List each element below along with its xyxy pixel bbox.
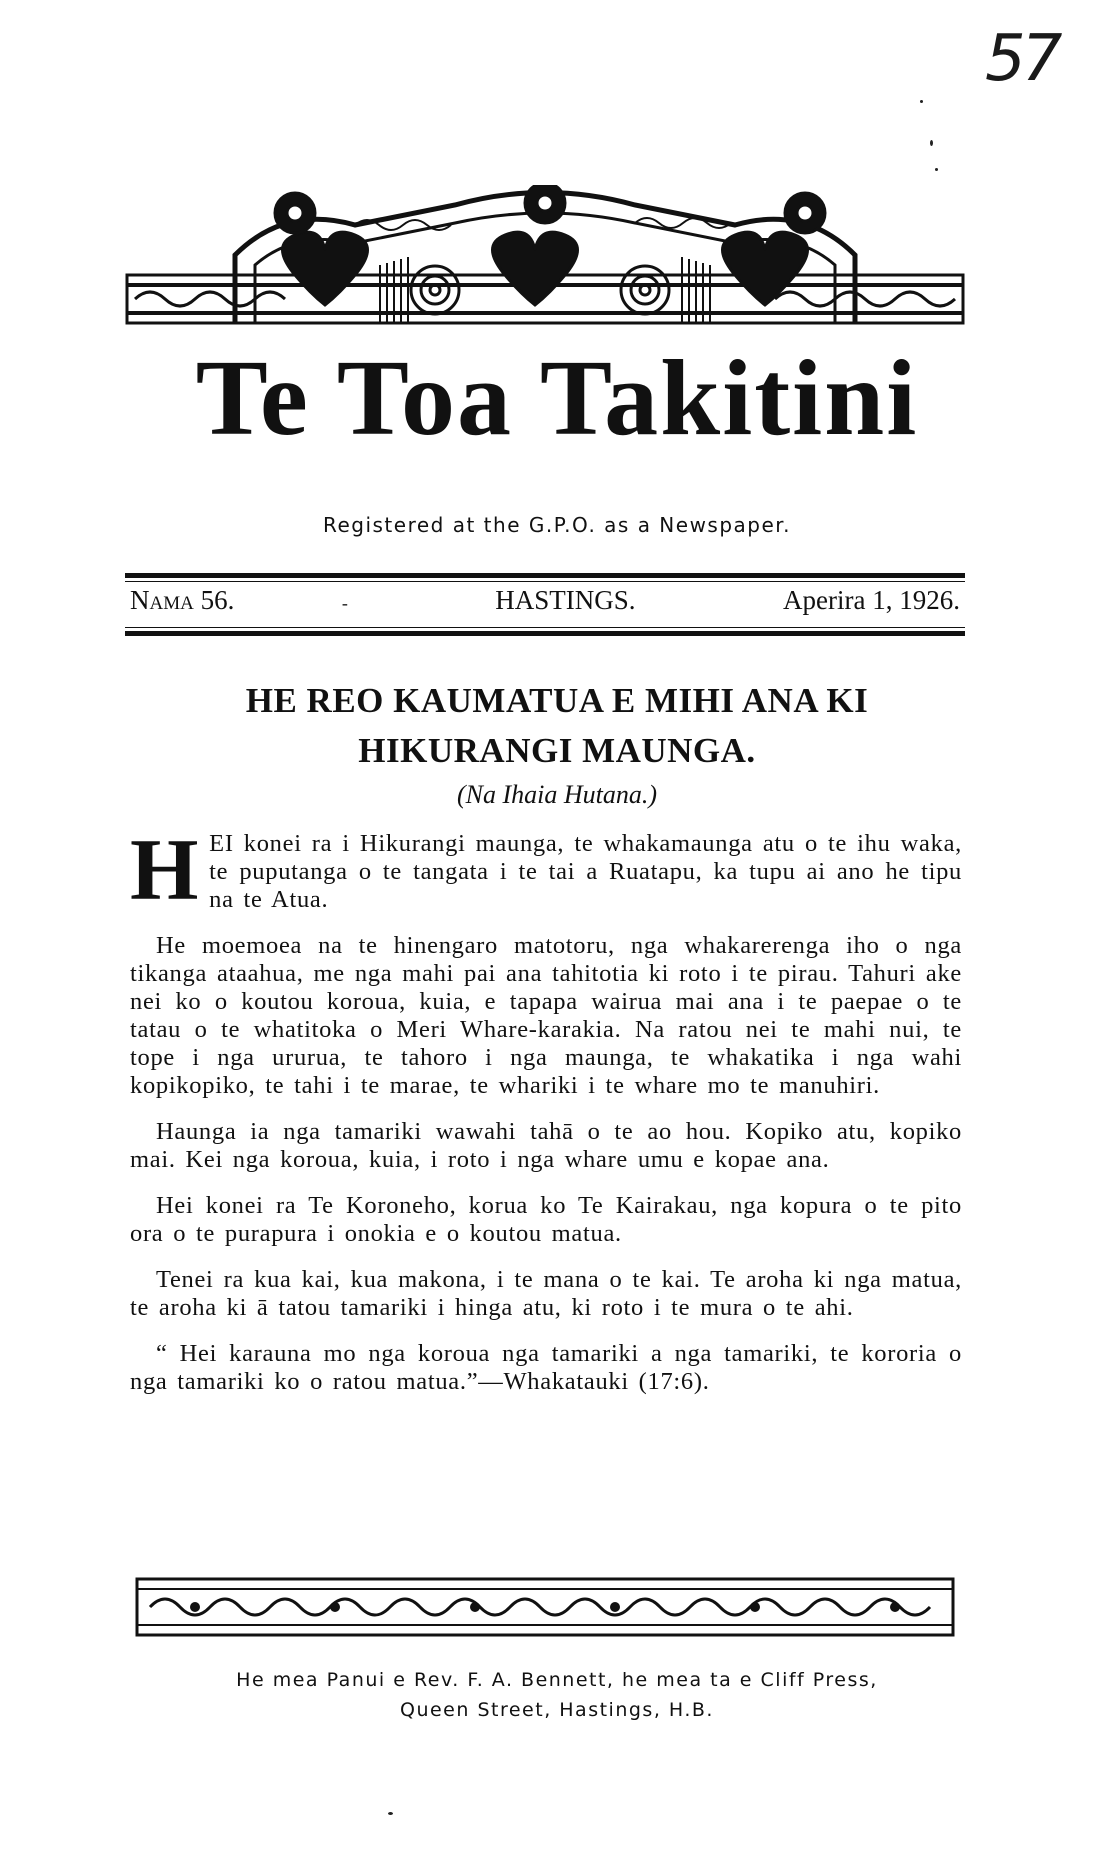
printer-imprint bbox=[0, 1665, 1114, 1725]
headline-line-2: HIKURANGI MAUNGA. bbox=[358, 731, 756, 770]
article-headline bbox=[0, 676, 1114, 776]
rule-bottom-thick bbox=[125, 631, 965, 636]
registered-note: Registered at the G.P.O. as a Newspaper. bbox=[322, 513, 792, 537]
paragraph-1 bbox=[130, 822, 962, 919]
speck bbox=[388, 1812, 393, 1815]
paragraph-4: Hei konei ra Te Koroneho, korua ko Te Kairakau, nga kopura o te pito ora o te purapura i onokia e o koutou matua. bbox=[130, 1192, 962, 1247]
issue-line bbox=[130, 585, 960, 616]
article-body bbox=[130, 822, 962, 1414]
maori-carving-footer-icon bbox=[135, 1575, 955, 1640]
issue-place: HASTINGS. bbox=[495, 585, 636, 615]
paragraph-1-text: EI konei ra i Hikurangi maunga, te whakamaunga atu o te ihu waka, te puputanga o te tangata i te tai a Ruatapu, ka tupu ai ano he tipu na te Atua. bbox=[209, 830, 962, 913]
article-byline: (Na Ihaia Hutana.) bbox=[456, 780, 658, 809]
speck bbox=[930, 140, 933, 146]
issue-number: Nama 56. bbox=[130, 585, 235, 615]
issue-date: Aperira 1, 1926. bbox=[783, 585, 960, 615]
speck bbox=[935, 168, 938, 171]
paragraph-5: Tenei ra kua kai, kua makona, i te mana o te kai. Te aroha ki nga matua, te aroha ki ā tatou tamariki i hinga atu, ki roto i te mura o te ahi. bbox=[130, 1266, 962, 1321]
paragraph-6: “ Hei karauna mo nga koroua nga tamariki a nga tamariki, te kororia o nga tamariki ko o ratou matua.”—Whakatauki (17:6). bbox=[130, 1340, 962, 1395]
paragraph-3: Haunga ia nga tamariki wawahi tahā o te ao hou. Kopiko atu, kopiko mai. Kei nga koroua, kuia, i roto i nga whare umu e kopae ana. bbox=[130, 1118, 962, 1173]
speck bbox=[920, 100, 923, 103]
rule-top-thin bbox=[125, 581, 965, 582]
paragraph-2: He moemoea na te hinengaro matotoru, nga whakarerenga iho o nga tikanga ataahua, me nga mahi pai ana tahitotia ki roto i te pirau. Tahuri ake nei ko o koutou koroua, kuia, e tapapa wairua mai ana i te paepae o te tatau o te whatitoka o Meri Whare-karakia. Na ratou nei te mahi nui, te tope i nga ururua, te tahoro i nga maunga, te whakatika i nga wahi kopikopiko, te tahi i te marae, te whariki i te whare mo te manuhiri. bbox=[130, 932, 962, 1099]
masthead-title: Te Toa Takitini bbox=[195, 339, 919, 458]
headline-line-1: HE REO KAUMATUA E MIHI ANA KI bbox=[245, 681, 869, 720]
page-number: 57 bbox=[985, 22, 1059, 96]
rule-top-thick bbox=[125, 573, 965, 578]
imprint-line-2: Queen Street, Hastings, H.B. bbox=[400, 1699, 714, 1721]
maori-carving-masthead-icon bbox=[125, 185, 965, 330]
drop-cap: H bbox=[130, 822, 200, 919]
stray-mark: - bbox=[341, 593, 348, 613]
imprint-line-1: He mea Panui e Rev. F. A. Bennett, he mea ta e Cliff Press, bbox=[236, 1669, 878, 1691]
rule-bottom-thin bbox=[125, 627, 965, 628]
